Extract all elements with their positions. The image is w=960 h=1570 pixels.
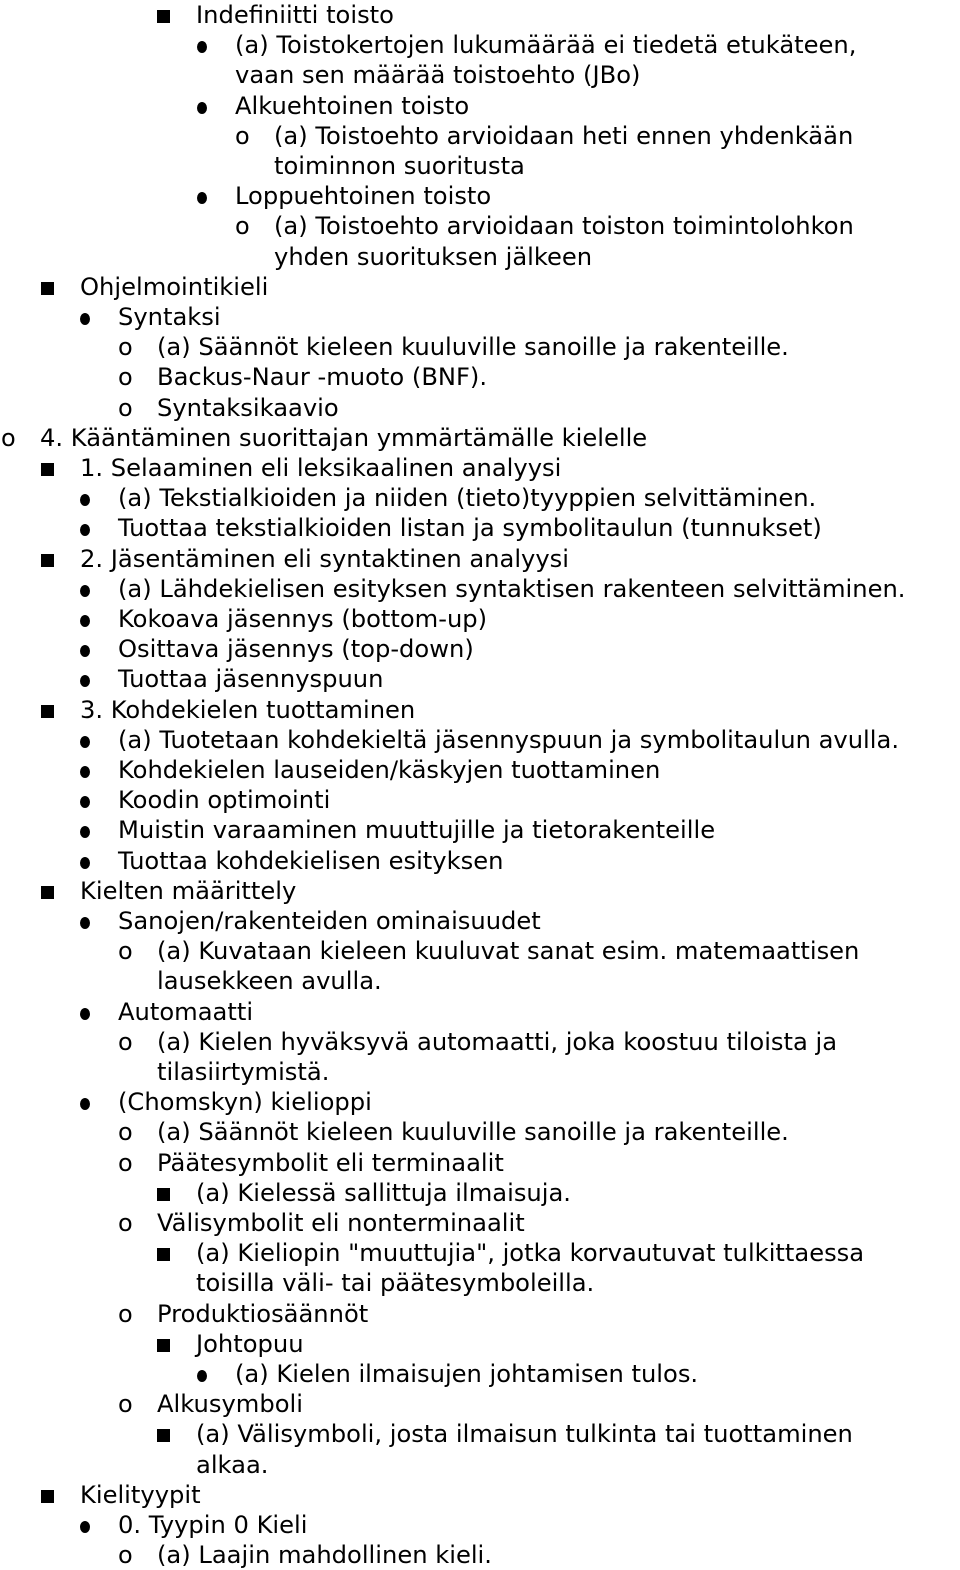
line-text: Kokoava jäsennys (bottom-up) [118,605,488,633]
outline-line [0,121,960,151]
outline-line [0,1540,960,1570]
line-text: Indefiniitti toisto [196,1,394,29]
line-text: (a) Tekstialkioiden ja niiden (tieto)tyyppien selvittäminen. [118,484,817,513]
line-text: Alkusymboli [157,1390,303,1419]
outline-line [0,574,960,604]
dot-bullet-icon [79,634,101,664]
outline-line [0,513,960,543]
circle-bullet-icon: o [235,212,250,241]
line-text: (a) Kieliopin "muuttujia", jotka korvautuvat tulkittaessa [196,1239,865,1268]
outline-line [0,30,960,60]
line-text: Sanojen/rakenteiden ominaisuudet [118,907,541,935]
line-text: Kohdekielen lauseiden/käskyjen tuottaminen [118,756,661,784]
line-text: (a) Kuvataan kieleen kuuluvat sanat esim. matemaattisen [157,937,860,966]
outline-line [0,91,960,121]
outline-line [0,785,960,815]
circle-bullet-icon: o [118,393,133,422]
line-text: (a) Tuotetaan kohdekieltä jäsennyspuun ja symbolitaulun avulla. [118,725,900,754]
circle-bullet-icon: o [1,423,16,452]
outline-line [0,1268,960,1298]
outline-line [0,1027,960,1057]
line-text: (Chomskyn) kielioppi [118,1088,372,1117]
line-text: 0. Tyypin 0 Kieli [118,1511,308,1539]
circle-bullet-icon: o [118,1390,133,1419]
square-bullet-icon [41,695,63,725]
dot-bullet-icon [196,91,218,121]
line-text: 2. Jäsentäminen eli syntaktinen analyysi [80,544,569,573]
square-bullet-icon [41,1480,63,1510]
outline-line [0,483,960,513]
outline-line [0,1329,960,1359]
line-text: Koodin optimointi [118,786,331,815]
square-bullet-icon [157,0,179,30]
outline-line [0,906,960,936]
line-text: (a) Kielen hyväksyvä automaatti, joka koostuu tiloista ja [157,1027,838,1056]
line-text: Välisymbolit eli nonterminaalit [157,1209,525,1237]
outline-line [0,1238,960,1268]
outline-line [0,1148,960,1178]
outline-line [0,181,960,211]
outline-line [0,302,960,332]
outline-line [0,453,960,483]
line-text: Automaatti [118,997,254,1026]
dot-bullet-icon [196,1359,218,1389]
dot-bullet-icon [79,1510,101,1540]
dot-bullet-icon [79,302,101,332]
outline-line [0,725,960,755]
dot-bullet-icon [79,725,101,755]
line-text: Syntaksi [118,303,221,331]
line-text: Tuottaa tekstialkioiden listan ja symbolitaulun (tunnukset) [118,514,822,543]
square-bullet-icon [157,1419,179,1449]
line-text: toisilla väli- tai päätesymboleilla. [196,1269,595,1298]
circle-bullet-icon: o [118,1118,133,1147]
line-text: (a) Toistokertojen lukumäärää ei tiedetä etukäteen, [235,31,857,60]
circle-bullet-icon: o [118,1541,133,1570]
dot-bullet-icon [79,906,101,936]
line-text: Kielityypit [80,1480,201,1509]
outline-line [0,755,960,785]
outline-line [0,1117,960,1147]
line-text: (a) Säännöt kieleen kuuluville sanoille ja rakenteille. [157,1118,789,1147]
line-text: (a) Säännöt kieleen kuuluville sanoille ja rakenteille. [157,333,789,362]
outline-line [0,604,960,634]
dot-bullet-icon [196,181,218,211]
line-text: (a) Toistoehto arvioidaan heti ennen yhdenkään [274,121,854,150]
line-text: 4. Kääntäminen suorittajan ymmärtämälle kielelle [40,423,648,452]
line-text: Backus-Naur -muoto (BNF). [157,363,488,392]
dot-bullet-icon [79,997,101,1027]
dot-bullet-icon [79,604,101,634]
outline-line [0,664,960,694]
outline-line [0,997,960,1027]
circle-bullet-icon: o [118,1209,133,1237]
line-text: Muistin varaaminen muuttujille ja tietorakenteille [118,816,716,845]
square-bullet-icon [41,876,63,906]
outline-line [0,815,960,845]
outline-line [0,1178,960,1208]
line-text: Kielten määrittely [80,876,297,905]
dot-bullet-icon [196,30,218,60]
line-text: Produktiosäännöt [157,1299,369,1328]
line-text: Alkuehtoinen toisto [235,91,470,120]
outline-line [0,695,960,725]
outline-line [0,966,960,996]
line-text: (a) Toistoehto arvioidaan toiston toimintolohkon [274,212,854,241]
outline-line [0,846,960,876]
outline-line [0,332,960,362]
outline-line [0,423,960,453]
outline-line [0,1057,960,1087]
outline-line [0,936,960,966]
line-text: (a) Laajin mahdollinen kieli. [157,1541,492,1570]
square-bullet-icon [41,272,63,302]
line-text: Tuottaa kohdekielisen esityksen [118,846,504,875]
line-text: vaan sen määrää toistoehto (JBo) [235,61,641,90]
line-text: Päätesymbolit eli terminaalit [157,1148,504,1177]
dot-bullet-icon [79,846,101,876]
line-text: tilasiirtymistä. [157,1058,330,1086]
circle-bullet-icon: o [118,363,133,392]
outline-line [0,1480,960,1510]
outline-line [0,272,960,302]
dot-bullet-icon [79,815,101,845]
outline-line [0,634,960,664]
square-bullet-icon [157,1238,179,1268]
circle-bullet-icon: o [118,1148,133,1177]
outline-line [0,0,960,30]
outline-line [0,211,960,241]
line-text: Tuottaa jäsennyspuun [118,665,384,694]
line-text: toiminnon suoritusta [274,152,525,180]
square-bullet-icon [157,1178,179,1208]
circle-bullet-icon: o [118,937,133,966]
line-text: lausekkeen avulla. [157,967,382,996]
outline-line [0,60,960,90]
line-text: (a) Lähdekielisen esityksen syntaktisen rakenteen selvittäminen. [118,574,906,603]
square-bullet-icon [41,544,63,574]
outline-line [0,1299,960,1329]
line-text: Ohjelmointikieli [80,272,269,301]
outline-line [0,1208,960,1238]
outline-line [0,544,960,574]
dot-bullet-icon [79,755,101,785]
outline-line [0,151,960,181]
outline-line [0,1450,960,1480]
line-text: (a) Kielen ilmaisujen johtamisen tulos. [235,1360,699,1388]
line-text: Syntaksikaavio [157,393,339,422]
outline-line [0,1389,960,1419]
line-text: Johtopuu [196,1329,304,1358]
dot-bullet-icon [79,574,101,604]
square-bullet-icon [41,453,63,483]
circle-bullet-icon: o [235,121,250,150]
dot-bullet-icon [79,785,101,815]
outline-line [0,1087,960,1117]
line-text: 3. Kohdekielen tuottaminen [80,695,416,724]
line-text: (a) Välisymboli, josta ilmaisun tulkinta tai tuottaminen [196,1420,853,1449]
line-text: 1. Selaaminen eli leksikaalinen analyysi [80,454,562,482]
line-text: yhden suorituksen jälkeen [274,242,593,271]
line-text: (a) Kielessä sallittuja ilmaisuja. [196,1178,571,1207]
dot-bullet-icon [79,483,101,513]
circle-bullet-icon: o [118,333,133,362]
outline-line [0,1359,960,1389]
circle-bullet-icon: o [118,1027,133,1056]
line-text: Loppuehtoinen toisto [235,182,492,211]
outline-line [0,242,960,272]
dot-bullet-icon [79,664,101,694]
outline-line [0,1419,960,1449]
line-text: Osittava jäsennys (top-down) [118,635,474,664]
outline-line [0,1510,960,1540]
dot-bullet-icon [79,513,101,543]
outline-line [0,876,960,906]
dot-bullet-icon [79,1087,101,1117]
square-bullet-icon [157,1329,179,1359]
line-text: alkaa. [196,1450,269,1479]
outline-line [0,362,960,392]
outline-line [0,393,960,423]
circle-bullet-icon: o [118,1299,133,1328]
